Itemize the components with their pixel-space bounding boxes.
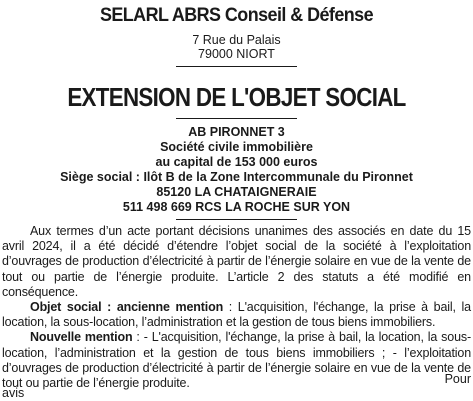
company-postal: 85120 LA CHATAIGNERAIE bbox=[156, 185, 317, 199]
company-seat: Siège social : Ilôt B de la Zone Intercommunale du Pironnet bbox=[60, 170, 413, 184]
company-rcs: 511 498 669 RCS LA ROCHE SUR YON bbox=[122, 200, 351, 214]
new-mention-label: Nouvelle mention bbox=[30, 330, 133, 345]
notice-body bbox=[2, 224, 471, 391]
old-mention-text: : L'acquisition, l'échange, la prise à bail, la location, la sous-location, l’administration et la gestion de tous biens immobiliers. bbox=[2, 300, 471, 330]
company-name: AB PIRONNET 3 bbox=[188, 125, 285, 139]
old-mention-label: Objet social : ancienne mention bbox=[30, 300, 224, 315]
notice-title: EXTENSION DE L'OBJET SOCIAL bbox=[67, 82, 406, 112]
firm-street: 7 Rue du Palais bbox=[192, 33, 281, 47]
divider-top bbox=[176, 66, 297, 67]
body-paragraph-old-mention bbox=[2, 300, 471, 330]
closing-word-avis: avis bbox=[2, 386, 25, 400]
closing-word-pour: Pour bbox=[444, 372, 471, 386]
divider-middle bbox=[176, 118, 297, 119]
body-paragraph-new-mention bbox=[2, 330, 471, 391]
company-form: Société civile immobilière bbox=[160, 140, 313, 154]
firm-name: SELARL ABRS Conseil & Défense bbox=[99, 4, 374, 26]
company-capital: au capital de 153 000 euros bbox=[155, 155, 318, 169]
divider-bottom bbox=[176, 219, 297, 220]
firm-city: 79000 NIORT bbox=[198, 47, 275, 61]
body-paragraph-decision: Aux termes d’un acte portant décisions unanimes des associés en date du 15 avril 2024, il a été décidé d’étendre l’objet social de la société à l’exploitation d’ouvrages de production d’électricité à partir de l’énergie solaire en vue de la vente de tout ou partie de l’énergie produite. L’article 2 des statuts a été modifié en conséquence. bbox=[2, 224, 471, 299]
new-mention-text: : - L'acquisition, l'échange, la prise à bail, la location, la sous-location, l’administration et la gestion de tous biens immobiliers ; - l’exploitation d’ouvrages de production d’électricité à partir de l’énergie solaire en vue de la vente de tout ou partie de l’énergie produite. bbox=[2, 330, 471, 391]
